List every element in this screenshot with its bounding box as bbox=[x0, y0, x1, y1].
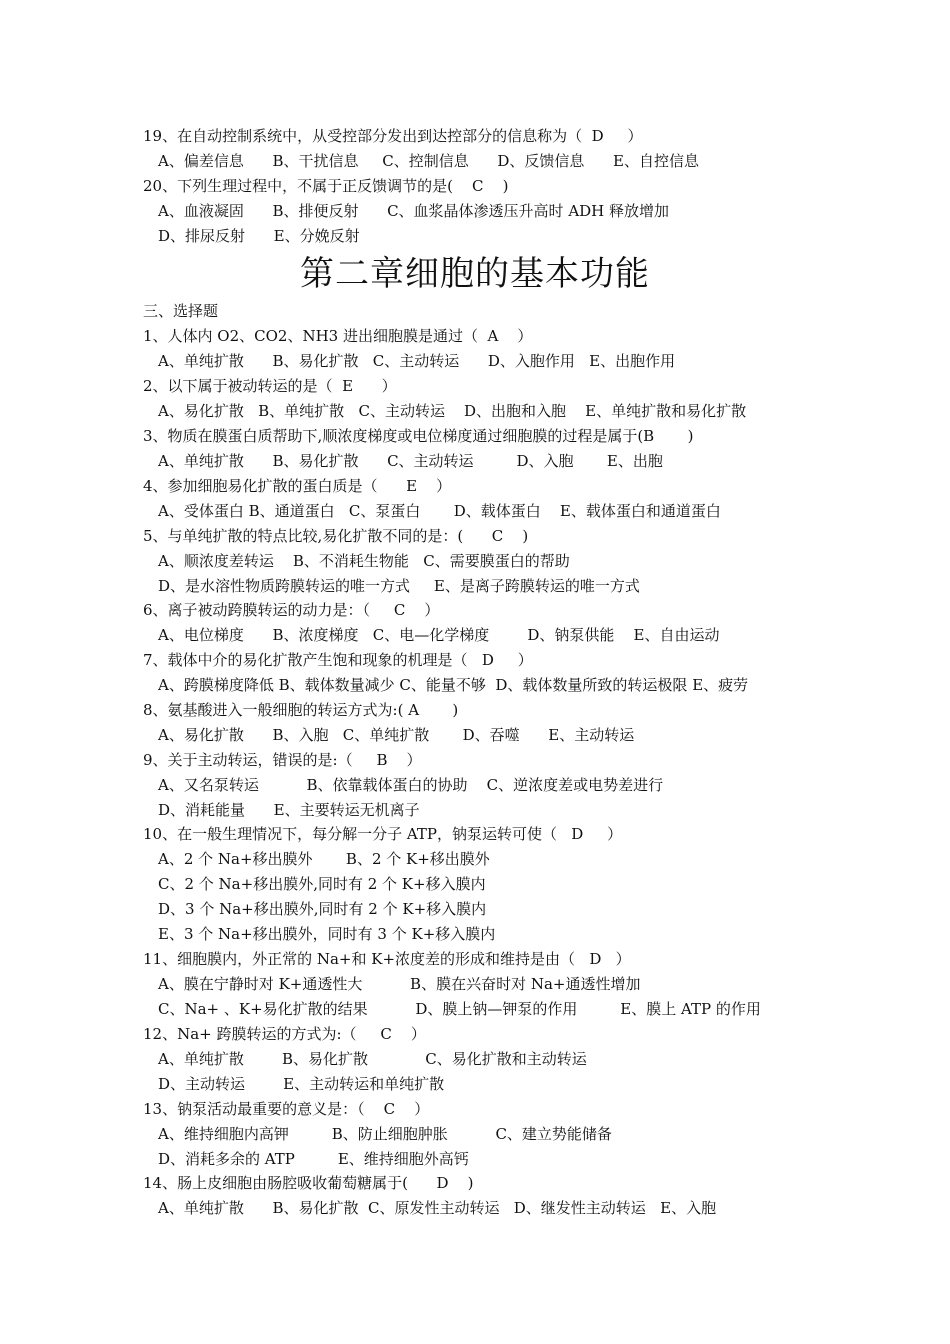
question-line: 4、参加细胞易化扩散的蛋白质是（ E ） bbox=[143, 477, 452, 495]
option-line: C、Na+ 、K+易化扩散的结果 D、膜上钠—钾泵的作用 E、膜上 ATP 的作用 bbox=[158, 1000, 761, 1018]
option-line: D、消耗能量 E、主要转运无机离子 bbox=[158, 801, 420, 819]
option-line: C、2 个 Na+移出膜外,同时有 2 个 K+移入膜内 bbox=[158, 875, 486, 893]
question-line: 13、钠泵活动最重要的意义是：（ C ） bbox=[143, 1100, 430, 1118]
option-line: A、跨膜梯度降低 B、载体数量减少 C、能量不够 D、载体数量所致的转运极限 E、疲劳 bbox=[158, 676, 749, 694]
option-line: A、单纯扩散 B、易化扩散 C、主动转运 D、入胞作用 E、出胞作用 bbox=[158, 352, 676, 370]
option-line: A、易化扩散 B、入胞 C、单纯扩散 D、吞噬 E、主动转运 bbox=[158, 726, 635, 744]
option-line: D、排尿反射 E、分娩反射 bbox=[158, 227, 360, 245]
option-line: A、维持细胞内高钾 B、防止细胞肿胀 C、建立势能储备 bbox=[158, 1125, 612, 1143]
option-line: A、血液凝固 B、排便反射 C、血浆晶体渗透压升高时 ADH 释放增加 bbox=[158, 202, 670, 220]
section-label: 三、选择题 bbox=[143, 302, 219, 320]
question-line: 6、离子被动跨膜转运的动力是：（ C ） bbox=[143, 601, 440, 619]
question-line: 12、Na+ 跨膜转运的方式为:（ C ） bbox=[143, 1025, 426, 1043]
question-line: 7、载体中介的易化扩散产生饱和现象的机理是（ D ） bbox=[143, 651, 533, 669]
question-line: 19、在自动控制系统中，从受控部分发出到达控部分的信息称为（ D ） bbox=[143, 127, 643, 145]
option-line: D、消耗多余的 ATP E、维持细胞外高钙 bbox=[158, 1150, 469, 1168]
option-line: D、是水溶性物质跨膜转运的唯一方式 E、是离子跨膜转运的唯一方式 bbox=[158, 577, 640, 595]
option-line: A、又名泵转运 B、依靠载体蛋白的协助 C、逆浓度差或电势差进行 bbox=[158, 776, 664, 794]
question-line: 20、下列生理过程中，不属于正反馈调节的是( C ) bbox=[143, 177, 509, 195]
question-line: 2、以下属于被动转运的是（ E ） bbox=[143, 377, 397, 395]
option-line: A、单纯扩散 B、易化扩散 C、主动转运 D、入胞 E、出胞 bbox=[158, 452, 663, 470]
question-line: 11、细胞膜内，外正常的 Na+和 K+浓度差的形成和维持是由（ D ） bbox=[143, 950, 631, 968]
option-line: A、电位梯度 B、浓度梯度 C、电—化学梯度 D、钠泵供能 E、自由运动 bbox=[158, 626, 720, 644]
option-line: D、主动转运 E、主动转运和单纯扩散 bbox=[158, 1075, 445, 1093]
option-line: A、偏差信息 B、干扰信息 C、控制信息 D、反馈信息 E、自控信息 bbox=[158, 152, 699, 170]
chapter-title: 第二章细胞的基本功能 bbox=[300, 254, 650, 294]
option-line: A、单纯扩散 B、易化扩散 C、原发性主动转运 D、继发性主动转运 E、入胞 bbox=[158, 1199, 717, 1217]
question-line: 5、与单纯扩散的特点比较,易化扩散不同的是：( C ) bbox=[143, 527, 529, 545]
question-line: 3、物质在膜蛋白质帮助下,顺浓度梯度或电位梯度通过细胞膜的过程是属于(B ) bbox=[143, 427, 694, 445]
option-line: A、膜在宁静时对 K+通透性大 B、膜在兴奋时对 Na+通透性增加 bbox=[158, 975, 641, 993]
option-line: A、顺浓度差转运 B、不消耗生物能 C、需要膜蛋白的帮助 bbox=[158, 552, 570, 570]
question-line: 1、人体内 O2、CO2、NH3 进出细胞膜是通过（ A ） bbox=[143, 327, 533, 345]
question-line: 14、肠上皮细胞由肠腔吸收葡萄糖属于( D ) bbox=[143, 1174, 474, 1192]
question-line: 9、关于主动转运，错误的是:（ B ） bbox=[143, 751, 422, 769]
option-line: D、3 个 Na+移出膜外,同时有 2 个 K+移入膜内 bbox=[158, 900, 487, 918]
option-line: E、3 个 Na+移出膜外，同时有 3 个 K+移入膜内 bbox=[158, 925, 496, 943]
option-line: A、易化扩散 B、单纯扩散 C、主动转运 D、出胞和入胞 E、单纯扩散和易化扩散 bbox=[158, 402, 747, 420]
question-line: 8、氨基酸进入一般细胞的转运方式为:( A ) bbox=[143, 701, 459, 719]
question-line: 10、在一般生理情况下，每分解一分子 ATP，钠泵运转可使（ D ） bbox=[143, 825, 623, 843]
option-line: A、2 个 Na+移出膜外 B、2 个 K+移出膜外 bbox=[158, 850, 490, 868]
option-line: A、单纯扩散 B、易化扩散 C、易化扩散和主动转运 bbox=[158, 1050, 587, 1068]
option-line: A、受体蛋白 B、通道蛋白 C、泵蛋白 D、载体蛋白 E、载体蛋白和通道蛋白 bbox=[158, 502, 721, 520]
